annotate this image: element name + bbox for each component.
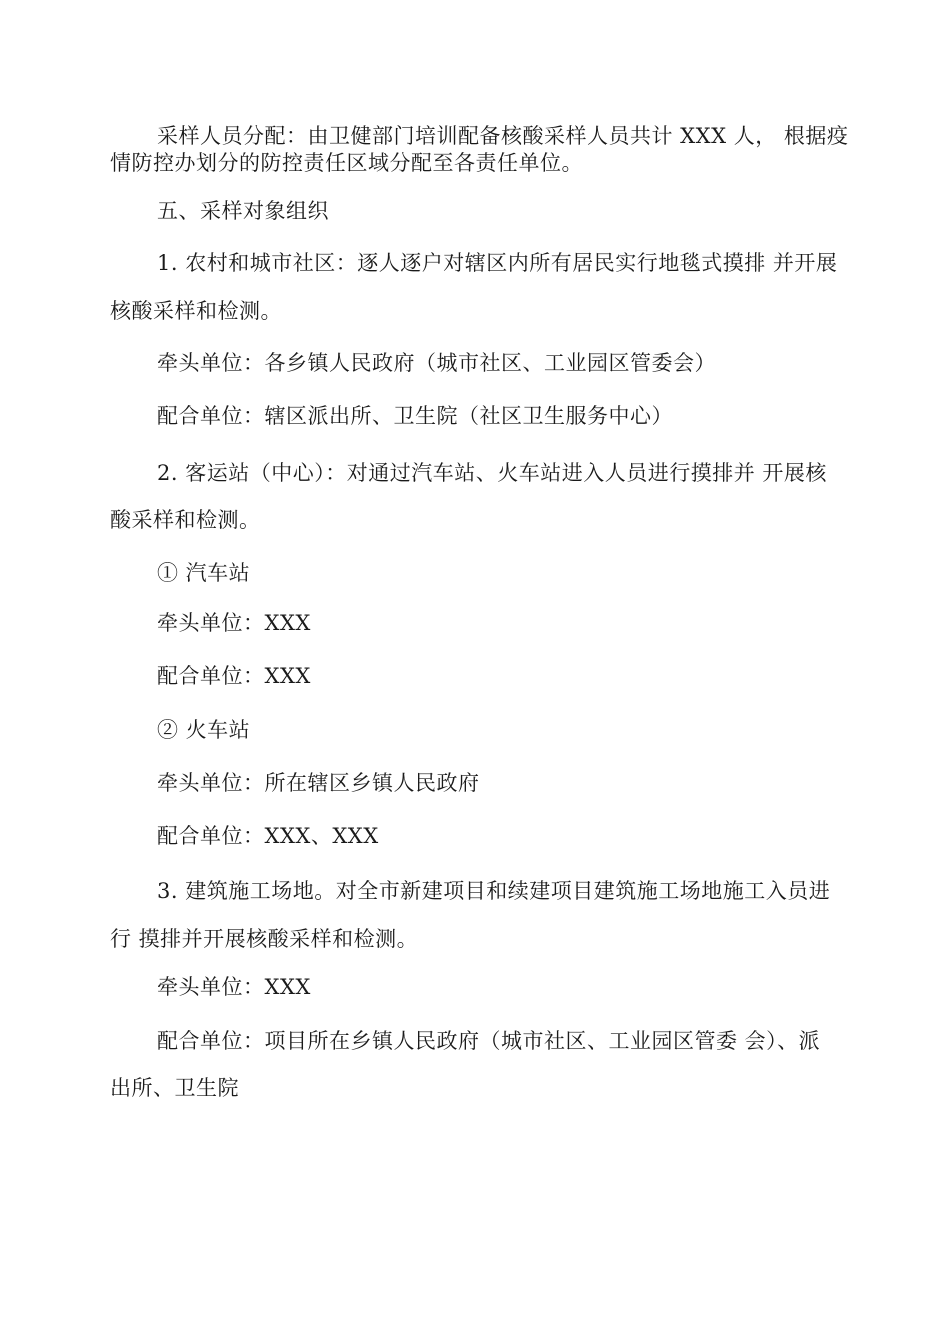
sub-item-train-station: ② 火车站 xyxy=(157,718,251,742)
lead-unit-construction-site: 牵头单位：XXX xyxy=(157,975,311,999)
item-2-passenger-station-line-1: 2. 客运站（中心）：对通过汽车站、火车站进入人员进行摸排并 开展核 xyxy=(157,461,827,485)
item-1-community-line-2: 核酸采样和检测。 xyxy=(110,299,282,323)
section-heading-sampling-targets: 五、采样对象组织 xyxy=(157,199,329,223)
item-3-construction-site-line-1: 3. 建筑施工场地。对全市新建项目和续建项目建筑施工场地施工入员进 xyxy=(157,879,831,903)
item-3-construction-site-line-2: 行 摸排并开展核酸采样和检测。 xyxy=(110,927,419,951)
staff-allocation-line-1: 采样人员分配：由卫健部门培训配备核酸采样人员共计 XXX 人， 根据疫 xyxy=(157,124,849,148)
staff-allocation-line-2: 情防控办划分的防控责任区域分配至各责任单位。 xyxy=(110,151,583,175)
cooperating-unit-construction-site-line-2: 出所、卫生院 xyxy=(110,1076,239,1100)
item-2-passenger-station-line-2: 酸采样和检测。 xyxy=(110,508,261,532)
lead-unit-community: 牵头单位：各乡镇人民政府（城市社区、工业园区管委会） xyxy=(157,351,716,375)
sub-item-bus-station: ① 汽车站 xyxy=(157,561,251,585)
cooperating-unit-bus-station: 配合单位：XXX xyxy=(157,664,311,688)
item-1-community-line-1: 1. 农村和城市社区：逐人逐户对辖区内所有居民实行地毯式摸排 并开展 xyxy=(157,251,838,275)
cooperating-unit-community: 配合单位：辖区派出所、卫生院（社区卫生服务中心） xyxy=(157,404,673,428)
cooperating-unit-train-station: 配合单位：XXX、XXX xyxy=(157,824,379,848)
lead-unit-train-station: 牵头单位：所在辖区乡镇人民政府 xyxy=(157,771,480,795)
cooperating-unit-construction-site-line-1: 配合单位：项目所在乡镇人民政府（城市社区、工业园区管委 会）、派 xyxy=(157,1029,821,1053)
lead-unit-bus-station: 牵头单位：XXX xyxy=(157,611,311,635)
